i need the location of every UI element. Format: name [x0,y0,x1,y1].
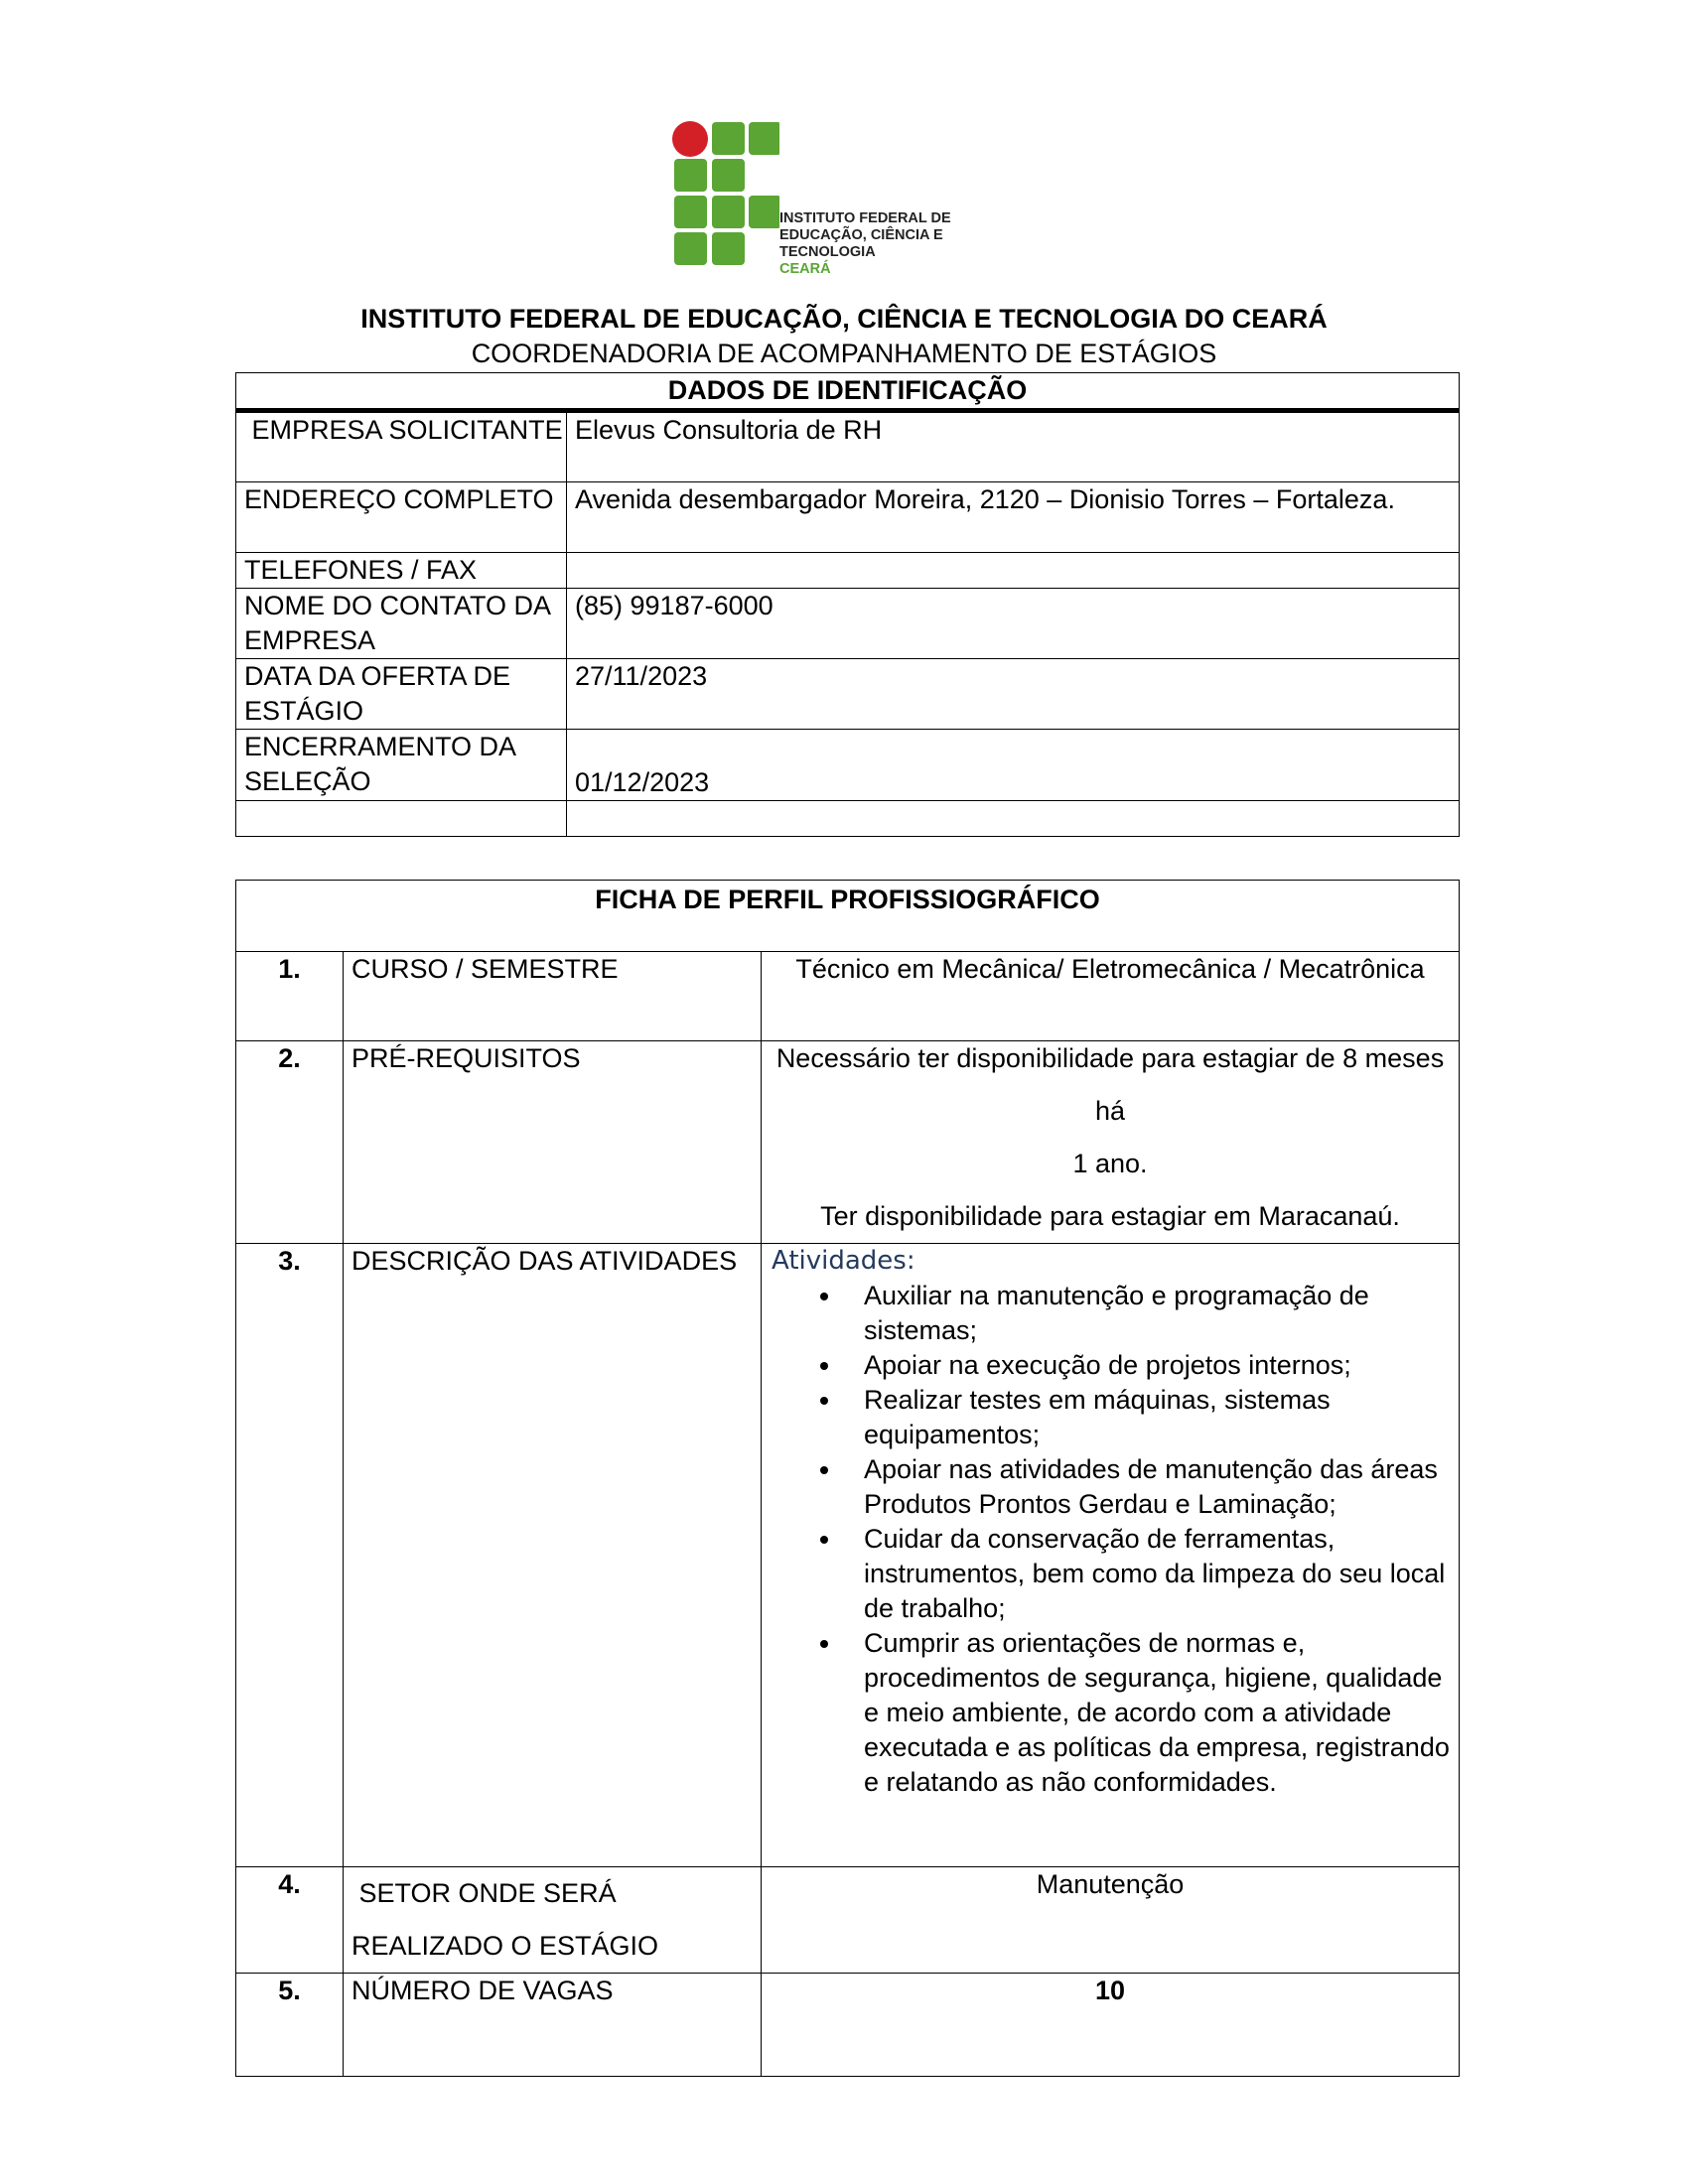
value-vagas: 10 [762,1974,1460,2077]
label-atividades: DESCRIÇÃO DAS ATIVIDADES [344,1244,762,1867]
value-contato: (85) 99187-6000 [567,589,1460,659]
value-endereco: Avenida desembargador Moreira, 2120 – Dionisio Torres – Fortaleza. [567,482,1460,553]
label-contato: NOME DO CONTATO DA EMPRESA [236,589,567,659]
row-number: 5. [236,1974,344,2077]
identification-heading: DADOS DE IDENTIFICAÇÃO [236,373,1460,411]
empty-cell [567,801,1460,837]
value-data-oferta: 27/11/2023 [567,659,1460,730]
empty-cell [236,801,567,837]
ifce-logo-mark [670,119,779,273]
atividades-list [770,1279,1451,1800]
value-pre-requisitos [762,1041,1460,1244]
value-encerramento: 01/12/2023 [567,730,1460,801]
atividades-intro: Atividades: [772,1246,915,1276]
value-telefones [567,553,1460,589]
identification-table [235,372,1460,837]
profile-table [235,880,1460,2077]
logo-line-3: CEARÁ [779,261,831,277]
logo-line-2: EDUCAÇÃO, CIÊNCIA E TECNOLOGIA [779,227,943,260]
row-number: 2. [236,1041,344,1244]
row-number: 3. [236,1244,344,1867]
value-empresa: Elevus Consultoria de RH [567,411,1460,482]
pre-requisito-line: 1 ano. [1072,1149,1148,1178]
list-item: Cumprir as orientações de normas e, procedimentos de segurança, higiene, qualidade e meio ambiente, de acordo com a atividade executada e as políticas da empresa, registrando e relatando as não conformidades. [864,1626,1451,1800]
label-data-oferta: DATA DA OFERTA DE ESTÁGIO [236,659,567,730]
label-setor: SETOR ONDE SERÁ REALIZADO O ESTÁGIO [344,1867,762,1974]
ifce-logo [670,119,1028,277]
row-number: 4. [236,1867,344,1974]
logo-line-1: INSTITUTO FEDERAL DE [779,210,951,226]
label-curso: CURSO / SEMESTRE [344,952,762,1041]
label-vagas: NÚMERO DE VAGAS [344,1974,762,2077]
profile-heading: FICHA DE PERFIL PROFISSIOGRÁFICO [236,881,1460,952]
label-pre-requisitos: PRÉ-REQUISITOS [344,1041,762,1244]
list-item: Auxiliar na manutenção e programação de sistemas; [864,1279,1451,1348]
value-setor: Manutenção [762,1867,1460,1974]
logo-text [779,210,1028,278]
value-atividades [762,1244,1460,1867]
label-encerramento: ENCERRAMENTO DA SELEÇÃO [236,730,567,801]
pre-requisito-line: Necessário ter disponibilidade para estagiar de 8 meses há [775,1043,1445,1126]
value-curso: Técnico em Mecânica/ Eletromecânica / Mecatrônica [762,952,1460,1041]
list-item: Cuidar da conservação de ferramentas, instrumentos, bem como da limpeza do seu local de trabalho; [864,1522,1451,1626]
label-endereco: ENDEREÇO COMPLETO [236,482,567,553]
list-item: Apoiar nas atividades de manutenção das áreas Produtos Prontos Gerdau e Laminação; [864,1452,1451,1522]
pre-requisito-line: Ter disponibilidade para estagiar em Maracanaú. [820,1201,1400,1231]
page-subtitle: COORDENADORIA DE ACOMPANHAMENTO DE ESTÁGIOS [471,339,1217,368]
row-number: 1. [236,952,344,1041]
list-item: Apoiar na execução de projetos internos; [864,1348,1451,1383]
list-item: Realizar testes em máquinas, sistemas equipamentos; [864,1383,1451,1452]
label-empresa: EMPRESA SOLICITANTE [236,411,567,482]
label-telefones: TELEFONES / FAX [236,553,567,589]
page-title: INSTITUTO FEDERAL DE EDUCAÇÃO, CIÊNCIA E TECNOLOGIA DO CEARÁ [360,304,1328,334]
